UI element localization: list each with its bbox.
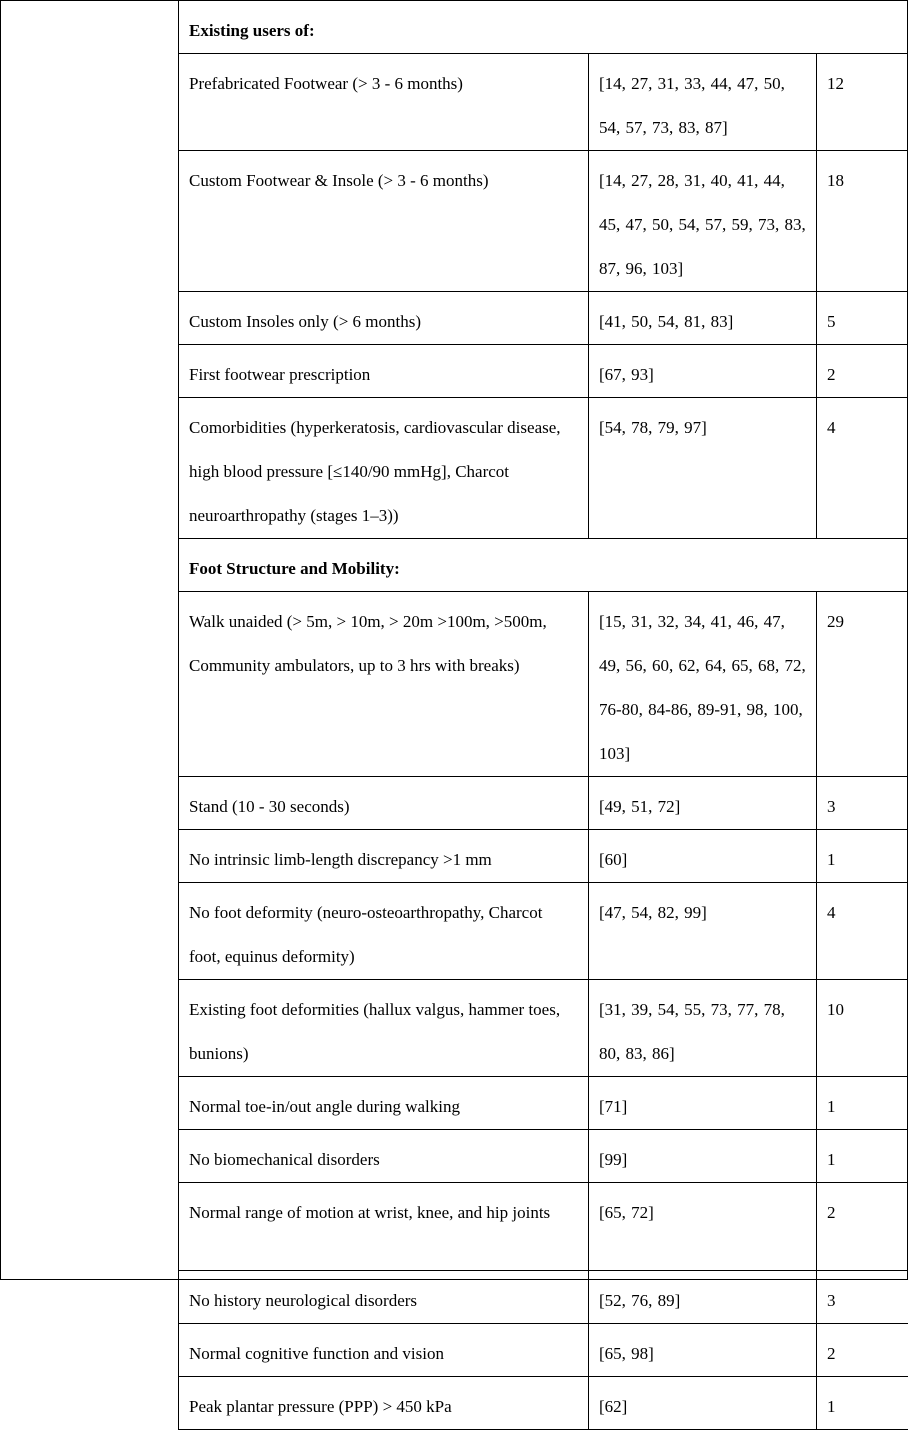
criterion-cell: Normal range of motion at wrist, knee, and hip joints: [179, 1183, 589, 1271]
count-cell: 4: [817, 883, 908, 980]
references-cell: [47, 54, 82, 99]: [589, 883, 817, 980]
table-row: [179, 1377, 908, 1430]
criterion-cell: Prefabricated Footwear (> 3 - 6 months): [179, 54, 589, 151]
table-row: [179, 1271, 908, 1324]
section-header-row: [179, 1, 908, 54]
criterion-cell: Comorbidities (hyperkeratosis, cardiovascular disease, high blood pressure [≤140/90 mmHg], Charcot neuroarthropathy (stages 1–3)): [179, 398, 589, 539]
references-cell: [14, 27, 28, 31, 40, 41, 44, 45, 47, 50, 54, 57, 59, 73, 83, 87, 96, 103]: [589, 151, 817, 292]
references-cell: [41, 50, 54, 81, 83]: [589, 292, 817, 345]
criterion-cell: Custom Footwear & Insole (> 3 - 6 months): [179, 151, 589, 292]
references-cell: [99]: [589, 1130, 817, 1183]
criterion-cell: No foot deformity (neuro-osteoarthropathy, Charcot foot, equinus deformity): [179, 883, 589, 980]
table-row: [179, 345, 908, 398]
count-cell: 12: [817, 54, 908, 151]
count-cell: 18: [817, 151, 908, 292]
references-cell: [65, 98]: [589, 1324, 817, 1377]
criterion-cell: Walk unaided (> 5m, > 10m, > 20m >100m, >500m, Community ambulators, up to 3 hrs with breaks): [179, 592, 589, 777]
references-cell: [60]: [589, 830, 817, 883]
criterion-cell: Existing foot deformities (hallux valgus, hammer toes, bunions): [179, 980, 589, 1077]
section-header-row: [179, 539, 908, 592]
criterion-cell: No intrinsic limb-length discrepancy >1 mm: [179, 830, 589, 883]
table-row: [179, 292, 908, 345]
references-cell: [62]: [589, 1377, 817, 1430]
references-cell: [52, 76, 89]: [589, 1271, 817, 1324]
criterion-cell: No history neurological disorders: [179, 1271, 589, 1324]
criteria-table: [178, 1, 908, 1430]
criteria-table-body: [179, 1, 908, 1430]
references-cell: [14, 27, 31, 33, 44, 47, 50, 54, 57, 73, 83, 87]: [589, 54, 817, 151]
count-cell: 29: [817, 592, 908, 777]
count-cell: 1: [817, 830, 908, 883]
criterion-cell: Normal cognitive function and vision: [179, 1324, 589, 1377]
references-cell: [65, 72]: [589, 1183, 817, 1271]
table-row: [179, 592, 908, 777]
count-cell: 1: [817, 1130, 908, 1183]
references-cell: [54, 78, 79, 97]: [589, 398, 817, 539]
count-cell: 5: [817, 292, 908, 345]
count-cell: 2: [817, 345, 908, 398]
table-row: [179, 1077, 908, 1130]
criterion-cell: Peak plantar pressure (PPP) > 450 kPa: [179, 1377, 589, 1430]
criterion-cell: Normal toe-in/out angle during walking: [179, 1077, 589, 1130]
table-row: [179, 777, 908, 830]
count-cell: 1: [817, 1077, 908, 1130]
references-cell: [71]: [589, 1077, 817, 1130]
category-column-cell: [1, 1, 179, 1279]
count-cell: 10: [817, 980, 908, 1077]
count-cell: 3: [817, 1271, 908, 1324]
count-cell: 2: [817, 1324, 908, 1377]
table-row: [179, 398, 908, 539]
section-header: Existing users of:: [179, 1, 908, 54]
criterion-cell: Stand (10 - 30 seconds): [179, 777, 589, 830]
criterion-cell: First footwear prescription: [179, 345, 589, 398]
section-header: Foot Structure and Mobility:: [179, 539, 908, 592]
table-row: [179, 151, 908, 292]
table-row: [179, 980, 908, 1077]
criterion-cell: Custom Insoles only (> 6 months): [179, 292, 589, 345]
table-row: [179, 1183, 908, 1271]
references-cell: [67, 93]: [589, 345, 817, 398]
table-row: [179, 1324, 908, 1377]
table-row: [179, 54, 908, 151]
count-cell: 4: [817, 398, 908, 539]
count-cell: 3: [817, 777, 908, 830]
references-cell: [31, 39, 54, 55, 73, 77, 78, 80, 83, 86]: [589, 980, 817, 1077]
count-cell: 1: [817, 1377, 908, 1430]
references-cell: [49, 51, 72]: [589, 777, 817, 830]
table-row: [179, 830, 908, 883]
criterion-cell: No biomechanical disorders: [179, 1130, 589, 1183]
count-cell: 2: [817, 1183, 908, 1271]
table-row: [179, 1130, 908, 1183]
references-cell: [15, 31, 32, 34, 41, 46, 47, 49, 56, 60, 62, 64, 65, 68, 72, 76-80, 84-86, 89-91, 98, 100, 103]: [589, 592, 817, 777]
table-row: [179, 883, 908, 980]
